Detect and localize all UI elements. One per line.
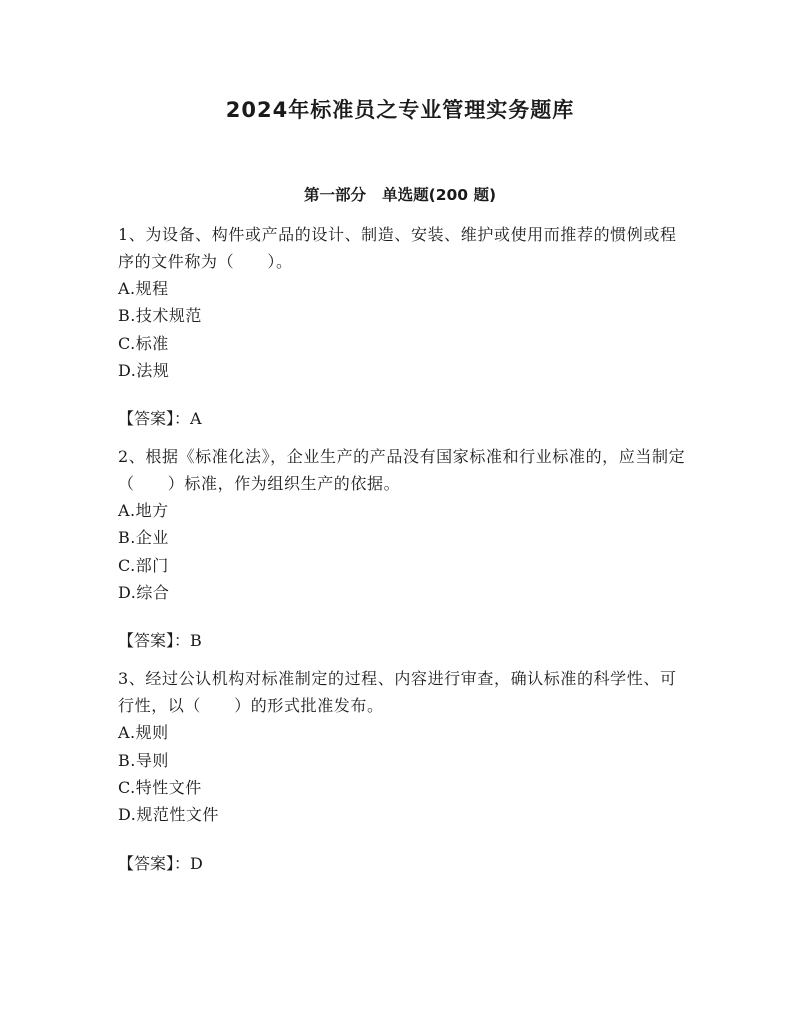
option-c: C.特性文件 — [118, 777, 202, 797]
answer-line: 【答案】：A — [118, 409, 202, 429]
question-item-1 — [118, 221, 688, 432]
question-stem: 1、为设备、构件或产品的设计、制造、安装、维护或使用而推荐的惯例或程序的文件称为（ ）。 — [118, 225, 677, 271]
option-b: B.技术规范 — [118, 306, 202, 326]
option-a: A.地方 — [118, 501, 169, 521]
option-c: C.部门 — [118, 555, 169, 575]
answer-line: 【答案】：B — [118, 631, 202, 651]
option-d: D.规范性文件 — [118, 805, 219, 825]
document-title: 2024年标准员之专业管理实务题库 — [225, 98, 575, 122]
option-list — [118, 497, 688, 606]
question-item-3 — [118, 665, 688, 876]
option-c: C.标准 — [118, 333, 169, 353]
option-list — [118, 719, 688, 828]
option-a: A.规则 — [118, 723, 169, 743]
option-b: B.企业 — [118, 528, 169, 548]
question-stem: 2、根据《标准化法》，企业生产的产品没有国家标准和行业标准的，应当制定（ ）标准，作为组织生产的依据。 — [118, 447, 686, 494]
option-b: B.导则 — [118, 750, 169, 770]
option-d: D.法规 — [118, 360, 170, 380]
answer-line: 【答案】：D — [118, 853, 203, 873]
question-item-2 — [118, 443, 688, 654]
option-a: A.规程 — [118, 279, 169, 298]
option-list — [118, 275, 688, 384]
section-heading: 第一部分 单选题(200 题) — [303, 186, 497, 204]
option-d: D.综合 — [118, 583, 170, 603]
question-stem: 3、经过公认机构对标准制定的过程、内容进行审查，确认标准的科学性、可行性，以（ ）的形式批准发布。 — [118, 669, 677, 716]
question-list — [118, 221, 688, 888]
